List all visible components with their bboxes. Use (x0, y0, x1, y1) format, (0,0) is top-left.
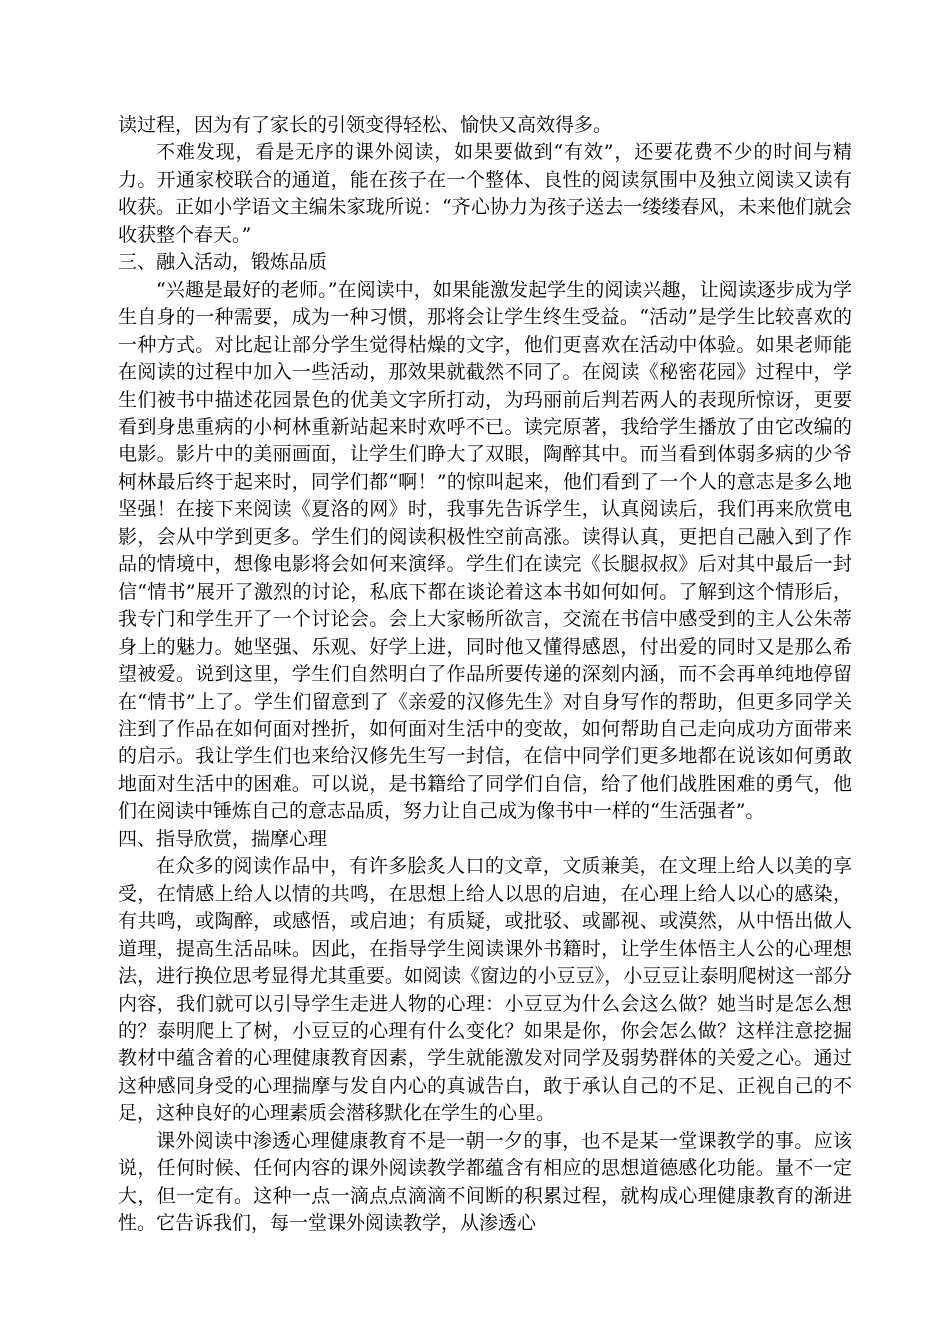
paragraph-activities: “兴趣是最好的老师。”在阅读中，如果能激发起学生的阅读兴趣，让阅读逐步成为学生自身的一种需要，成为一种习惯，那将会让学生终生受益。“活动”是学生比较喜欢的一种方式。对比起让部分学生觉得枯燥的文字，他们更喜欢在活动中体验。如果老师能在阅读的过程中加入一些活动，那效果就截然不同了。在阅读《秘密花园》过程中，学生们被书中描述花园景色的优美文字所打动，为玛丽前后判若两人的表现所惊讶，更要看到身患重病的小柯林重新站起来时欢呼不已。读完原著，我给学生播放了由它改编的电影。影片中的美丽画面，让学生们睁大了双眼，陶醉其中。而当看到体弱多病的少爷柯林最后终于起来时，同学们都“啊！”的惊叫起来，他们看到了一个人的意志是多么地坚强！在接下来阅读《夏洛的网》时，我事先告诉学生，认真阅读后，我们再来欣赏电影，会从中学到更多。学生们的阅读积极性空前高涨。读得认真，更把自己融入到了作品的情境中，想像电影将会如何来演绎。学生们在读完《长腿叔叔》后对其中最后一封信“情书”展开了激烈的讨论，私底下都在谈论着这本书如何如何。了解到这个情形后，我专门和学生开了一个讨论会。会上大家畅所欲言，交流在书信中感受到的主人公朱蒂身上的魅力。她坚强、乐观、好学上进，同时他又懂得感恩，付出爱的同时又是那么希望被爱。说到这里，学生们自然明白了作品所要传递的深刻内涵，而不会再单纯地停留在“情书”上了。学生们留意到了《亲爱的汉修先生》对自身写作的帮助，但更多同学关注到了作品在如何面对挫折，如何面对生活中的变故，如何帮助自己走向成功方面带来的启示。我让学生们也来给汉修先生写一封信，在信中同学们更多地都在说该如何勇敢地面对生活中的困难。可以说，是书籍给了同学们自信，给了他们战胜困难的勇气，他们在阅读中锤炼自己的意志品质，努力让自己成为像书中一样的“生活强者”。 (118, 278, 852, 823)
paragraph-conclusion: 课外阅读中渗透心理健康教育不是一朝一夕的事，也不是某一堂课教学的事。应该说，任何时候、任何内容的课外阅读教学都蕴含有相应的思想道德感化功能。量不一定大，但一定有。这种一点一滴点点滴滴不间断的积累过程，就构成心理健康教育的渐进性。它告诉我们，每一堂课外阅读教学，从渗透心 (118, 1129, 852, 1235)
paragraph-continued: 读过程，因为有了家长的引领变得轻松、愉快又高效得多。 (118, 114, 613, 136)
document-page (118, 112, 852, 1238)
section-heading-appreciation: 四、指导欣赏，揣摩心理 (118, 827, 328, 850)
paragraph-appreciation: 在众多的阅读作品中，有许多脍炙人口的文章，文质兼美，在文理上给人以美的享受，在情感上给人以情的共鸣，在思想上给人以思的启迪，在心理上给人以心的感染，有共鸣，或陶醉，或感悟，或启迪；有质疑，或批驳、或鄙视、或漠然，从中悟出做人道理，提高生活品味。因此，在指导学生阅读课外书籍时，让学生体悟主人公的心理想法，进行换位思考显得尤其重要。如阅读《窗边的小豆豆》，小豆豆让泰明爬树这一部分内容，我们就可以引导学生走进人物的心理：小豆豆为什么会这么做？她当时是怎么想的？泰明爬上了树，小豆豆的心理有什么变化？如果是你，你会怎么做？这样注意挖掘教材中蕴含着的心理健康教育因素，学生就能激发对同学及弱势群体的关爱之心。通过这种感同身受的心理揣摩与发自内心的真诚告白，敢于承认自己的不足、正视自己的不足，这种良好的心理素质会潜移默化在学生的心里。 (118, 855, 852, 1125)
paragraph-family-school: 不难发现，看是无序的课外阅读，如果要做到“有效”，还要花费不少的时间与精力。开通家校联合的通道，能在孩子在一个整体、良性的阅读氛围中及独立阅读又读有收获。正如小学语文主编朱家珑所说：“齐心协力为孩子送去一缕缕春风，未来他们就会收获整个春天。” (118, 141, 852, 246)
section-heading-activities: 三、融入活动，锻炼品质 (118, 251, 328, 274)
